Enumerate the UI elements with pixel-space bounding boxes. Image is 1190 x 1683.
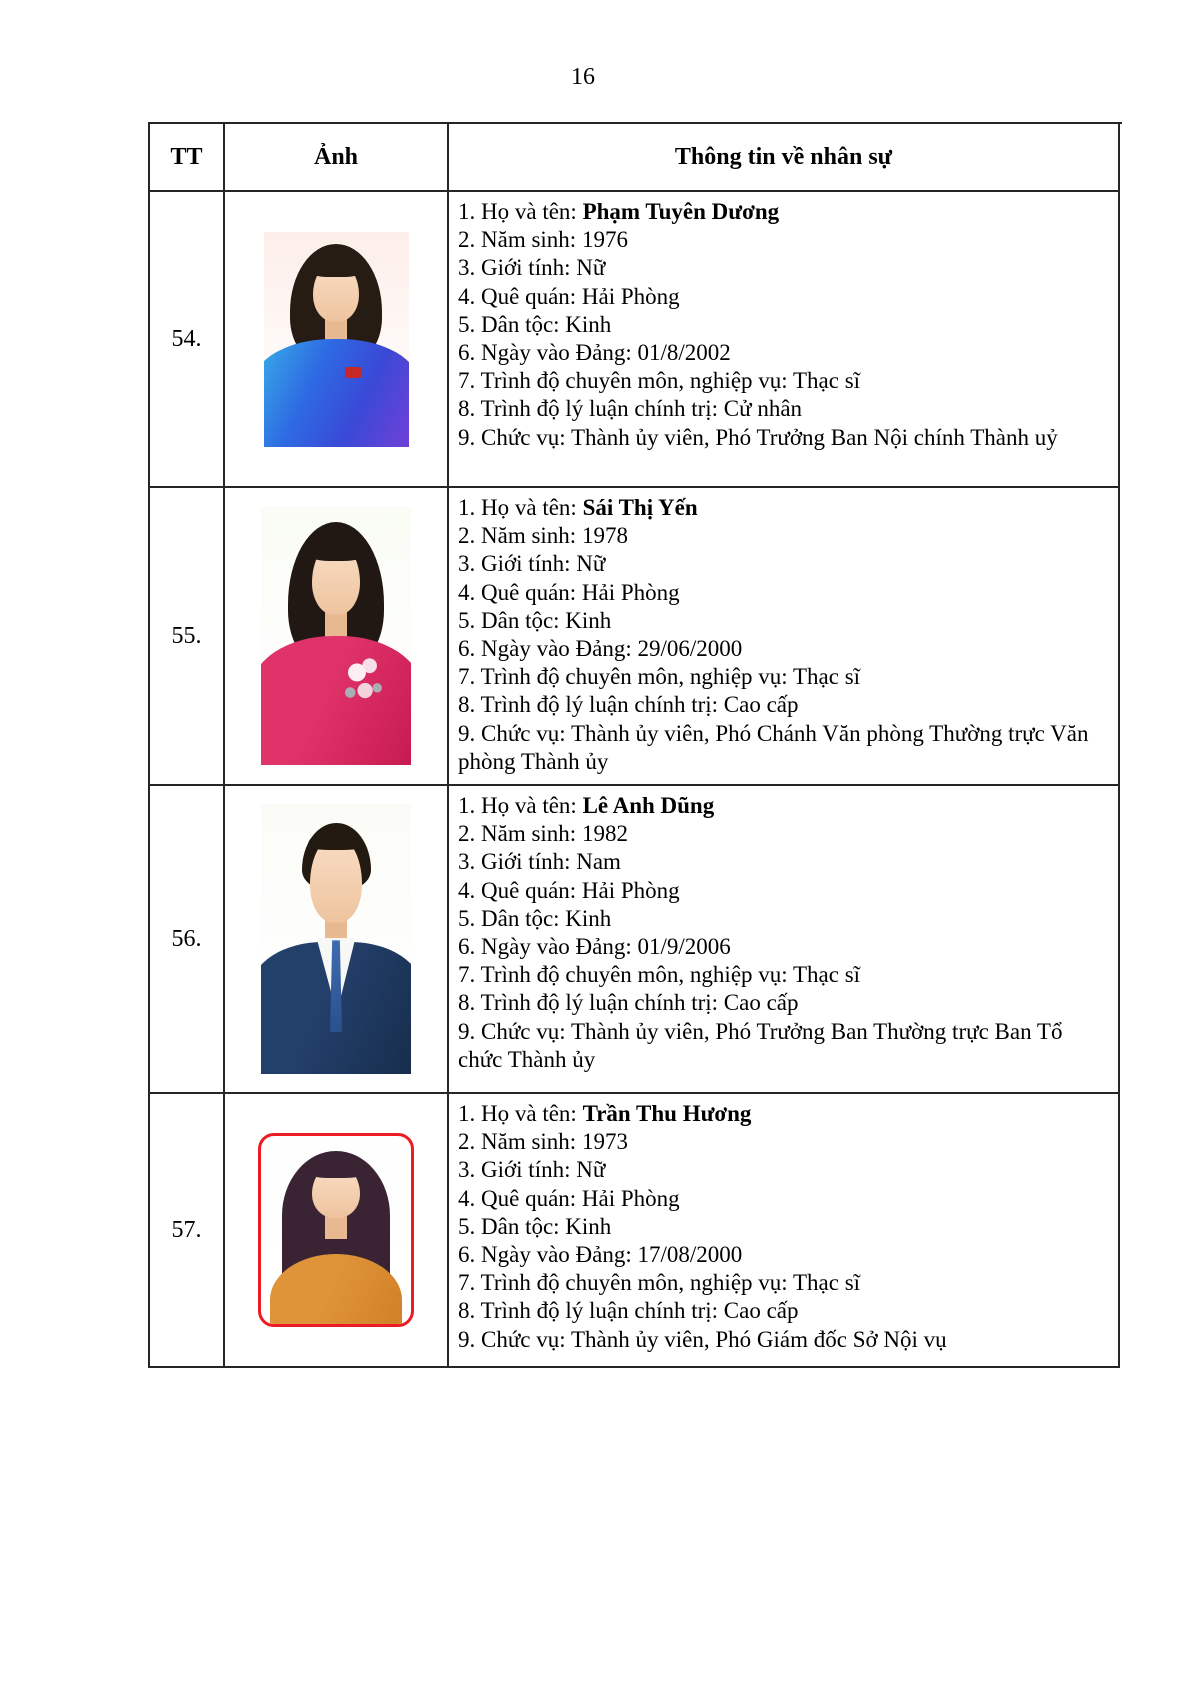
info-line: 7. Trình độ chuyên môn, nghiệp vụ: Thạc sĩ	[458, 368, 861, 394]
portrait-badge	[345, 367, 361, 378]
info-line: 2. Năm sinh: 1978	[458, 523, 628, 549]
info-line: 9. Chức vụ: Thành ủy viên, Phó Chánh Văn phòng Thường trực Văn phòng Thành ủy	[458, 720, 1089, 774]
info-line: 4. Quê quán: Hải Phòng	[458, 877, 680, 903]
info-cell	[449, 786, 1120, 1094]
name-line	[458, 198, 1108, 226]
portrait-fringe	[308, 535, 365, 561]
table-row	[150, 1094, 1122, 1368]
info-line: 2. Năm sinh: 1982	[458, 821, 628, 847]
info-line: 6. Ngày vào Đảng: 01/9/2006	[458, 934, 731, 960]
info-line: 8. Trình độ lý luận chính trị: Cao cấp	[458, 990, 799, 1016]
portrait-fringe	[308, 1160, 365, 1179]
tt-cell	[150, 192, 225, 488]
info-cell	[449, 192, 1120, 488]
portrait-photo	[261, 507, 411, 765]
photo-cell	[225, 1094, 449, 1368]
photo-cell	[225, 488, 449, 786]
table-header-row	[150, 124, 1122, 192]
info-lines	[458, 522, 1108, 776]
info-line: 4. Quê quán: Hải Phòng	[458, 1185, 680, 1211]
info-line: 4. Quê quán: Hải Phòng	[458, 579, 680, 605]
personnel-table	[148, 122, 1122, 1368]
portrait-outfit	[264, 339, 409, 447]
info-line: 2. Năm sinh: 1976	[458, 227, 628, 253]
info-line: 3. Giới tính: Nữ	[458, 551, 606, 577]
table-row	[150, 488, 1122, 786]
info-line: 7. Trình độ chuyên môn, nghiệp vụ: Thạc sĩ	[458, 1270, 861, 1296]
header-photo: Ảnh	[225, 124, 449, 192]
info-line: 5. Dân tộc: Kinh	[458, 1213, 612, 1239]
info-lines	[458, 226, 1108, 452]
name-line	[458, 494, 1108, 522]
name-line	[458, 1100, 1108, 1128]
row-number: 57.	[171, 1216, 202, 1243]
info-line: 9. Chức vụ: Thành ủy viên, Phó Giám đốc Sở Nội vụ	[458, 1326, 947, 1352]
portrait-photo	[258, 1133, 414, 1327]
header-tt: TT	[150, 124, 225, 192]
info-lines	[458, 1128, 1108, 1354]
info-line: 3. Giới tính: Nam	[458, 849, 621, 875]
tt-cell	[150, 488, 225, 786]
info-line: 3. Giới tính: Nữ	[458, 1157, 606, 1183]
info-line: 9. Chức vụ: Thành ủy viên, Phó Trưởng Ban Nội chính Thành uỷ	[458, 424, 1058, 450]
info-line: 5. Dân tộc: Kinh	[458, 905, 612, 931]
name-label: 1. Họ và tên:	[458, 1101, 583, 1127]
portrait-neck	[325, 1215, 348, 1239]
info-line: 8. Trình độ lý luận chính trị: Cao cấp	[458, 692, 799, 718]
tt-cell	[150, 1094, 225, 1368]
portrait-fringe	[308, 831, 364, 850]
info-line: 8. Trình độ lý luận chính trị: Cao cấp	[458, 1298, 799, 1324]
portrait-photo	[261, 804, 411, 1074]
name-line	[458, 792, 1108, 820]
person-name: Phạm Tuyên Dương	[582, 199, 780, 224]
info-line: 5. Dân tộc: Kinh	[458, 607, 612, 633]
info-line: 7. Trình độ chuyên môn, nghiệp vụ: Thạc sĩ	[458, 664, 861, 690]
portrait-fringe	[308, 255, 363, 277]
info-cell	[449, 488, 1120, 786]
photo-cell	[225, 786, 449, 1094]
table-body	[150, 192, 1122, 1368]
info-line: 3. Giới tính: Nữ	[458, 255, 606, 281]
name-label: 1. Họ và tên:	[458, 199, 583, 224]
page-number: 16	[571, 64, 595, 90]
name-label: 1. Họ và tên:	[458, 495, 583, 520]
person-name: Trần Thu Hương	[582, 1101, 752, 1127]
info-line: 2. Năm sinh: 1973	[458, 1129, 628, 1155]
row-number: 55.	[171, 622, 202, 649]
info-cell	[449, 1094, 1120, 1368]
tt-cell	[150, 786, 225, 1094]
person-name: Lê Anh Dũng	[582, 793, 715, 819]
info-line: 6. Ngày vào Đảng: 01/8/2002	[458, 340, 731, 366]
portrait-photo	[264, 232, 409, 447]
photo-cell	[225, 192, 449, 488]
name-label: 1. Họ và tên:	[458, 793, 583, 819]
info-line: 8. Trình độ lý luận chính trị: Cử nhân	[458, 396, 803, 422]
portrait-outfit	[261, 636, 411, 765]
portrait-flower	[339, 649, 384, 716]
table-row	[150, 786, 1122, 1094]
info-line: 4. Quê quán: Hải Phòng	[458, 283, 680, 309]
row-number: 54.	[171, 325, 202, 352]
info-line: 6. Ngày vào Đảng: 17/08/2000	[458, 1242, 743, 1268]
info-line: 6. Ngày vào Đảng: 29/06/2000	[458, 636, 743, 662]
info-line: 5. Dân tộc: Kinh	[458, 311, 612, 337]
person-name: Sái Thị Yến	[582, 495, 698, 520]
info-line: 9. Chức vụ: Thành ủy viên, Phó Trưởng Ban Thường trực Ban Tổ chức Thành ủy	[458, 1018, 1063, 1072]
info-lines	[458, 820, 1108, 1074]
info-line: 7. Trình độ chuyên môn, nghiệp vụ: Thạc sĩ	[458, 962, 861, 988]
table-row	[150, 192, 1122, 488]
row-number: 56.	[171, 925, 202, 952]
header-info: Thông tin về nhân sự	[449, 124, 1120, 192]
